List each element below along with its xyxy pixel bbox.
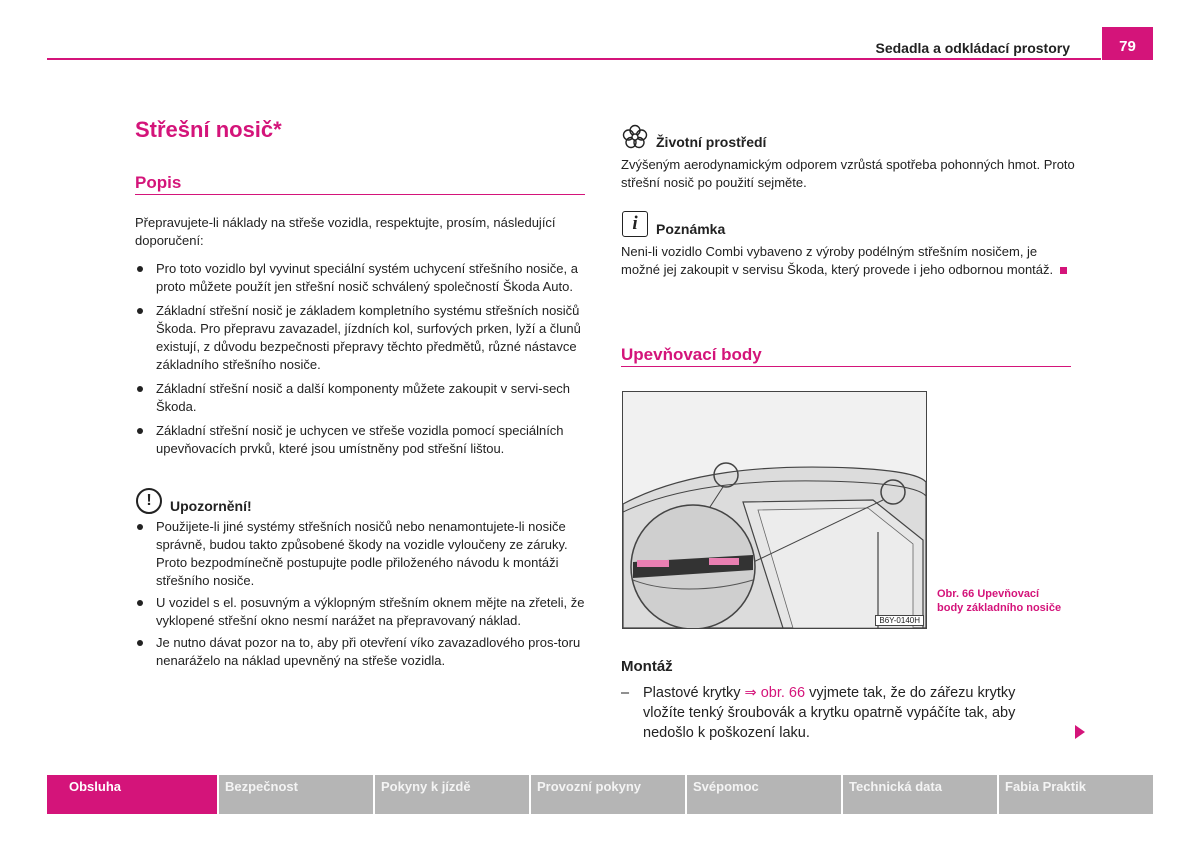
- montaz-step: [643, 683, 1058, 743]
- figure-roof-mounting-points: [622, 391, 927, 629]
- next-page-arrow-icon[interactable]: [1075, 725, 1085, 739]
- list-item: Je nutno dávat pozor na to, aby při otevření víko zavazadlového pros-toru nenaráželo na náklad upevněný na střeše vozidla.: [135, 634, 585, 670]
- environment-title: Životní prostředí: [656, 134, 767, 150]
- figure-caption: [937, 587, 1067, 615]
- flower-icon: [622, 124, 648, 150]
- list-item: Základní střešní nosič a další komponenty můžete zakoupit v servi-sech Škoda.: [135, 380, 585, 416]
- exclamation-circle-icon: !: [136, 488, 162, 514]
- figure-caption-label: Obr. 66: [937, 588, 975, 600]
- figure-caption-text: Upevňovací body základního nosiče: [937, 588, 1062, 614]
- tab-bezpecnost[interactable]: Bezpečnost: [219, 775, 373, 814]
- intro-text: Přepravujete-li náklady na střeše vozidla, respektujte, prosím, následující doporučení:: [135, 215, 556, 248]
- note-title: Poznámka: [656, 221, 726, 237]
- montaz-step-start: Plastové krytky: [643, 685, 741, 701]
- section-rule: [621, 366, 1071, 367]
- figure-reference-link[interactable]: ⇒ obr. 66: [744, 685, 806, 701]
- page-title: Střešní nosič*: [135, 117, 282, 142]
- tab-svepomoc[interactable]: Svépomoc: [687, 775, 841, 814]
- info-icon: i: [622, 211, 648, 237]
- list-item: Použijete-li jiné systémy střešních nosičů nebo nenamontujete-li nosiče správně, budou takto způsobené škody na vozidle vyloučeny ze záruky. Proto bezpodmínečně postupujte podle přiloženého návodu k montáži střešního nosiče.: [135, 518, 585, 590]
- montaz-step-rest: vyjmete tak, že do zářezu krytky vložíte tenký šroubovák a krytku opatrně vypáčíte tak, aby nedošlo k poškození laku.: [643, 685, 1016, 741]
- end-marker: [1060, 267, 1067, 274]
- montaz-title: Montáž: [621, 658, 673, 675]
- chapter-nav: [47, 775, 1153, 814]
- tab-pokyny-k-jizde[interactable]: Pokyny k jízdě: [375, 775, 529, 814]
- warning-body: [135, 518, 585, 676]
- figure-illustration: [623, 392, 926, 628]
- section-rule: [135, 194, 585, 195]
- tab-technicka-data[interactable]: Technická data: [843, 775, 997, 814]
- section-heading-popis: Popis: [135, 173, 182, 192]
- list-item: U vozidel s el. posuvným a výklopným střešním oknem mějte na zřeteli, že vyklopené střešní okno nesmí narážet na přepravovaný náklad.: [135, 594, 585, 630]
- note-text: [621, 243, 1076, 279]
- list-item: Základní střešní nosič je základem kompletního systému střešních nosičů Škoda. Pro přepravu zavazadel, jízdních kol, surfových prken, lyží a člunů existují, z důvodu bezpečnosti přepravy těchto předmětů, různé nástavce základního střešního nosiče.: [135, 302, 585, 374]
- header-rule: [47, 58, 1101, 60]
- warning-title: Upozornění!: [170, 498, 252, 514]
- montaz-dash: –: [621, 685, 630, 701]
- figure-code: B6Y-0140H: [875, 615, 924, 626]
- tab-obsluha[interactable]: Obsluha: [47, 775, 217, 814]
- left-body: [135, 214, 585, 464]
- tab-provozni-pokyny[interactable]: Provozní pokyny: [531, 775, 685, 814]
- section-heading-upevnovaci: Upevňovací body: [621, 345, 762, 364]
- note-body: Neni-li vozidlo Combi vybaveno z výroby podélným střešním nosičem, je možné jej zakoupit v servisu Škoda, který provede i jeho odbornou montáž.: [621, 244, 1054, 277]
- environment-text: Zvýšeným aerodynamickým odporem vzrůstá spotřeba pohonných hmot. Proto střešní nosič po použití sejměte.: [621, 157, 1075, 190]
- tab-fabia-praktik[interactable]: Fabia Praktik: [999, 775, 1153, 814]
- list-item: Základní střešní nosič je uchycen ve střeše vozidla pomocí speciálních upevňovacích prvků, které jsou umístněny pod střešní lištou.: [135, 422, 585, 458]
- list-item: Pro toto vozidlo byl vyvinut speciální systém uchycení střešního nosiče, a proto můžete použít jen střešní nosič schválený společností Škoda Auto.: [135, 260, 585, 296]
- page-number: 79: [1102, 27, 1153, 60]
- chapter-title: Sedadla a odkládací prostory: [875, 40, 1070, 56]
